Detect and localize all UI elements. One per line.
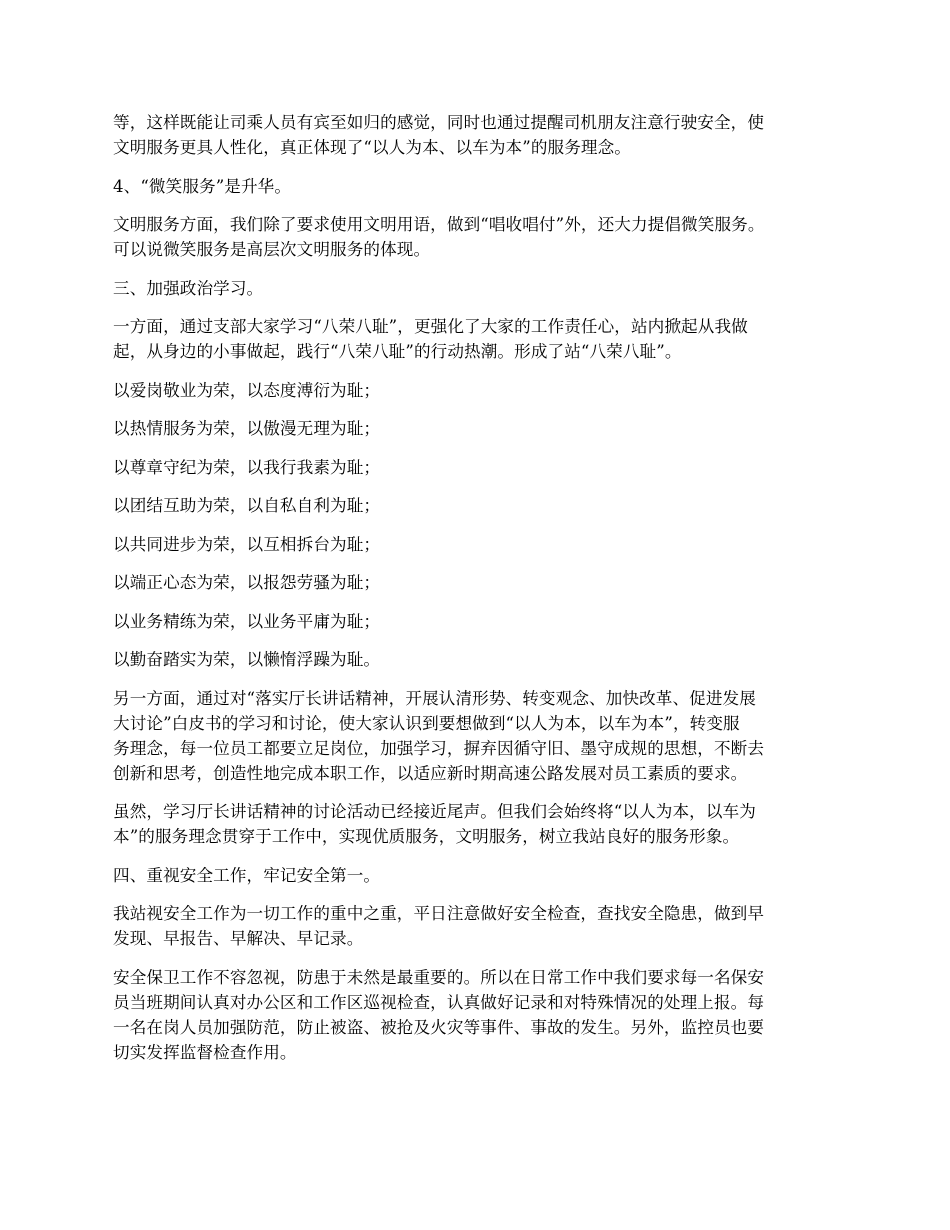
honor-item-1 — [113, 378, 848, 403]
text-line: 本”的服务理念贯穿于工作中，实现优质服务，文明服务，树立我站良好的服务形象。 — [113, 827, 740, 846]
honor-item-8 — [113, 647, 848, 672]
text-line: 一方面，通过支部大家学习“八荣八耻”，更强化了大家的工作责任心，站内掀起从我做 — [113, 317, 748, 336]
text-line: 文明服务方面，我们除了要求使用文明用语，做到“唱收唱付”外，还大力提倡微笑服务。 — [113, 215, 765, 234]
text-line: 发现、早报告、早解决、早记录。 — [113, 929, 364, 948]
text-line: 起，从身边的小事做起，践行“八荣八耻”的行动热潮。形成了站“八荣八耻”。 — [113, 342, 682, 361]
paragraph-white-paper-study — [113, 686, 848, 786]
text-line: 务理念，每一位员工都要立足岗位，加强学习，摒弃因循守旧、墨守成规的思想，不断去 — [113, 738, 765, 758]
text-line: 以尊章守纪为荣，以我行我素为耻； — [113, 457, 381, 477]
text-line: 4、“微笑服务”是升华。 — [113, 176, 292, 196]
text-line: 大讨论”白皮书的学习和讨论，使大家认识到要想做到“以人为本，以车为本”，转变服 — [113, 713, 740, 733]
text-line: 以业务精练为荣，以业务平庸为耻； — [113, 611, 381, 631]
heading-political-study — [113, 276, 848, 301]
text-line: 我站视安全工作为一切工作的重中之重，平日注意做好安全检查，查找安全隐患，做到早 — [113, 904, 765, 923]
text-line: 切实发挥监督检查作用。 — [113, 1042, 297, 1062]
text-line: 以爱岗敬业为荣，以态度溥衍为耻； — [113, 380, 381, 400]
text-line: 以团结互助为荣，以自私自利为耻； — [113, 496, 381, 515]
text-line: 虽然，学习厅长讲话精神的讨论活动已经接近尾声。但我们会始终将“以人为本，以车为 — [113, 802, 756, 821]
text-line: 以勤奋踏实为荣，以懒惰浮躁为耻。 — [113, 650, 381, 669]
paragraph-civil-service — [113, 212, 848, 262]
honor-item-6 — [113, 570, 848, 595]
text-line: 另一方面，通过对“落实厅长讲话精神，开展认清形势、转变观念、加快改革、促进发展 — [113, 688, 756, 708]
text-line: 员当班期间认真对办公区和工作区巡视检查，认真做好记录和对特殊情况的处理上报。每 — [113, 992, 765, 1012]
text-line: 安全保卫工作不容忽视，防患于未然是最重要的。所以在日常工作中我们要求每一名保安 — [113, 967, 765, 987]
paragraph-safety-inspection — [113, 901, 848, 951]
text-line: 文明服务更具人性化，真正体现了“以人为本、以车为本”的服务理念。 — [113, 138, 631, 157]
heading-safety-first — [113, 863, 848, 888]
honor-item-2 — [113, 416, 848, 441]
text-line: 创新和思考，创造性地完成本职工作，以适应新时期高速公路发展对员工素质的要求。 — [113, 763, 748, 783]
text-line: 等，这样既能让司乘人员有宾至如归的感觉，同时也通过提醒司机朋友注意行驶安全，使 — [113, 113, 765, 132]
text-line: 以端正心态为荣，以报怨劳骚为耻； — [113, 573, 381, 592]
paragraph-eight-honors — [113, 314, 848, 364]
text-line: 可以说微笑服务是高层次文明服务的体现。 — [113, 240, 431, 259]
text-line: 一名在岗人员加强防范，防止被盗、被抢及火灾等事件、事故的发生。另外，监控员也要 — [113, 1017, 765, 1037]
text-line: 三、加强政治学习。 — [113, 278, 264, 298]
heading-smile-service — [113, 174, 848, 199]
honor-item-5 — [113, 532, 848, 557]
text-line: 以热情服务为荣，以傲漫无理为耻； — [113, 419, 381, 438]
honor-item-7 — [113, 609, 848, 634]
paragraph-security-guard — [113, 965, 848, 1065]
text-line: 四、重视安全工作，牢记安全第一。 — [113, 865, 381, 885]
document-body — [113, 110, 848, 1078]
honor-item-3 — [113, 455, 848, 480]
text-line: 以共同进步为荣，以互相拆台为耻； — [113, 534, 381, 554]
paragraph-discussion-ending — [113, 799, 848, 849]
honor-item-4 — [113, 493, 848, 518]
paragraph-service-courtesy — [113, 110, 848, 160]
